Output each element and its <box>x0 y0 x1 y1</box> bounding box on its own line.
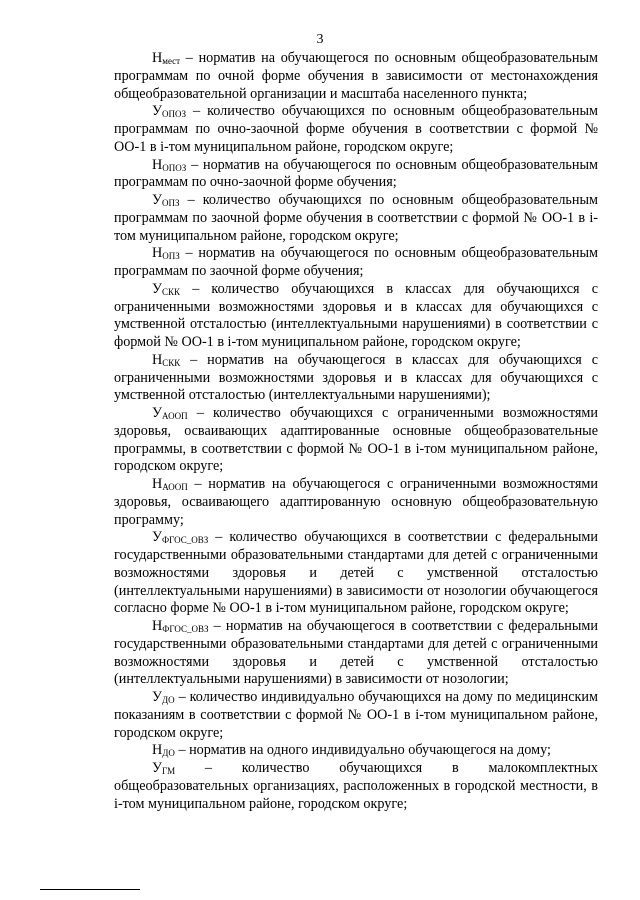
symbol: $У_{ФГОС\_ОВЗ}$ <box>152 529 209 546</box>
symbol: $У_{ДО}$ <box>152 689 175 705</box>
symbol: $У_{ОПЗ}$ <box>152 192 180 208</box>
definition-text: – норматив на обучающегося по основным общеобразовательным программам по очной форме обучения в зависимости от местонахождения общеобразовательной организации и масштаба населенного пункта; <box>114 50 598 102</box>
symbol: $У_{СКК}$ <box>152 280 181 297</box>
symbol: $Н_{ДО}$ <box>152 742 175 759</box>
definition-text: – норматив на обучающегося по основным общеобразовательным программам по заочной форме обучения; <box>114 245 598 279</box>
definition-text: – количество обучающихся в соответствии с федеральными государственными образовательными стандартами для детей с ограниченными возможностями здоровья и детей с умственной отсталостью (интеллектуальными нарушениями) в зависимости от нозологии обучающегося согласно форме № ОО-1 в i-том муниципальном районе, городском округе; <box>114 529 598 617</box>
symbol: $Н_{АООП}$ <box>152 476 188 492</box>
definition-paragraph <box>114 50 598 103</box>
definition-paragraph <box>114 742 598 760</box>
definition-paragraph <box>114 760 598 813</box>
definition-text: – норматив на обучающегося с ограниченными возможностями здоровья, осваивающего адаптированную основную общеобразовательную программу; <box>114 476 598 528</box>
definition-text: – количество обучающихся по основным общеобразовательным программам по заочной форме обучения в соответствии с формой № ОО-1 в i-том муниципальном районе, городском округе; <box>114 192 598 244</box>
definition-paragraph <box>114 689 598 742</box>
definition-text: – норматив на одного индивидуально обучающегося на дому; <box>174 742 551 759</box>
symbol: $Н_{СКК}$ <box>152 351 181 368</box>
definition-paragraph <box>114 476 598 529</box>
definition-paragraph <box>114 405 598 476</box>
symbol: $Н_{ФГОС\_ОВЗ}$ <box>152 618 209 634</box>
symbol: $Н_{мест}$ <box>152 50 181 66</box>
symbol: $У_{ОПОЗ}$ <box>152 103 187 120</box>
definition-paragraph <box>114 281 598 352</box>
definition-text: – норматив на обучающегося в классах для обучающихся с ограниченными возможностями здоровья и в классах для обучающихся с умственной отсталостью (интеллектуальными нарушениями); <box>114 351 598 404</box>
footer-rule <box>40 889 140 890</box>
definition-paragraph <box>114 103 598 156</box>
definition-paragraph <box>114 352 598 405</box>
symbol: $Н_{ОПОЗ}$ <box>152 156 187 173</box>
definition-paragraph <box>114 245 598 281</box>
definition-text: – количество индивидуально обучающихся на дому по медицинским показаниям в соответствии с формой № ОО-1 в i-том муниципальном районе, городском округе; <box>114 689 598 741</box>
definition-text: – норматив на обучающегося по основным общеобразовательным программам по очно-заочной форме обучения; <box>114 156 598 191</box>
definition-text: – количество обучающихся с ограниченными возможностями здоровья, осваивающих адаптированные основные общеобразовательные программы, в соответствии с формой № ОО-1 в i-том муниципальном районе, городском округе; <box>114 405 598 475</box>
definition-paragraph <box>114 157 598 193</box>
definition-text: – количество обучающихся в малокомплектных общеобразовательных организациях, расположенных в городской местности, в i-том муниципальном районе, городском округе; <box>114 760 598 812</box>
definition-text: – норматив на обучающегося в соответствии с федеральными государственными образовательными стандартами для детей с ограниченными возможностями здоровья и детей с умственной отсталостью (интеллектуальными нарушениями) в зависимости от нозологии; <box>114 618 598 688</box>
symbol: $Н_{ОПЗ}$ <box>152 245 180 262</box>
definition-paragraph <box>114 618 598 689</box>
definition-text: – количество обучающихся по основным общеобразовательным программам по очно-заочной форме обучения в соответствии с формой № ОО-1 в i-том муниципальном районе, городском округе; <box>114 103 598 155</box>
definition-paragraph <box>114 192 598 245</box>
definition-text: – количество обучающихся в классах для обучающихся с ограниченными возможностями здоровья и в классах для обучающихся с умственной отсталостью (интеллектуальными нарушениями) в соответствии с формой № ОО-1 в i-том муниципальном районе, городском округе; <box>114 280 598 350</box>
definitions-list <box>114 50 598 813</box>
symbol: $У_{ГМ}$ <box>152 760 176 776</box>
symbol: $У_{АООП}$ <box>152 405 188 421</box>
definition-paragraph <box>114 529 598 618</box>
page-number: 3 <box>316 32 324 47</box>
